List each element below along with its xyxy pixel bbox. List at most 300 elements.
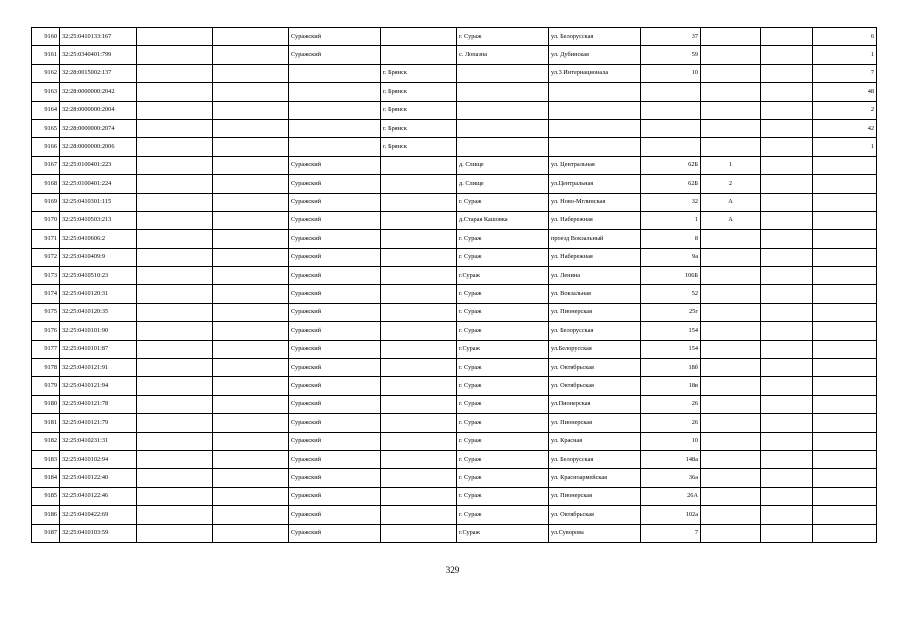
records-table	[31, 27, 877, 543]
table-row	[32, 28, 877, 46]
city-cell	[381, 285, 457, 303]
cadastral-number-cell: 32:25:0410422:69	[60, 506, 137, 524]
cadastral-number-cell: 32:25:0410231:31	[60, 432, 137, 450]
row-number-cell: 9170	[32, 211, 60, 229]
value-cell	[813, 414, 877, 432]
value-cell	[813, 432, 877, 450]
cadastral-number-cell: 32:25:0410510:23	[60, 267, 137, 285]
city-cell	[381, 322, 457, 340]
building-cell	[701, 469, 761, 487]
settlement-cell	[457, 101, 549, 119]
cadastral-number-cell: 32:25:0410122:40	[60, 469, 137, 487]
col3-cell	[137, 450, 213, 468]
district-cell: Суражский	[289, 230, 381, 248]
value-cell	[813, 230, 877, 248]
col4-cell	[213, 267, 289, 285]
table-row	[32, 285, 877, 303]
settlement-cell: д. Слище	[457, 175, 549, 193]
col4-cell	[213, 138, 289, 156]
building-cell	[701, 267, 761, 285]
city-cell	[381, 395, 457, 413]
row-number-cell: 9164	[32, 101, 60, 119]
cadastral-number-cell: 32:28:0000000:2004	[60, 101, 137, 119]
building-cell	[701, 285, 761, 303]
settlement-cell: д.Старая Кашовка	[457, 211, 549, 229]
city-cell: г. Брянск	[381, 64, 457, 82]
house-number-cell	[641, 119, 701, 137]
cadastral-number-cell: 32:25:0410102:94	[60, 450, 137, 468]
table-row	[32, 267, 877, 285]
city-cell	[381, 359, 457, 377]
house-number-cell: 154	[641, 340, 701, 358]
district-cell: Суражский	[289, 248, 381, 266]
house-number-cell: 26	[641, 414, 701, 432]
building-cell	[701, 506, 761, 524]
building-cell	[701, 414, 761, 432]
col4-cell	[213, 248, 289, 266]
city-cell	[381, 303, 457, 321]
col4-cell	[213, 414, 289, 432]
col4-cell	[213, 303, 289, 321]
row-number-cell: 9169	[32, 193, 60, 211]
settlement-cell: г.Сураж	[457, 267, 549, 285]
street-cell: ул.3 Интернационала	[549, 64, 641, 82]
value-cell	[813, 175, 877, 193]
building-cell	[701, 432, 761, 450]
col3-cell	[137, 285, 213, 303]
street-cell: ул. Красноармейская	[549, 469, 641, 487]
city-cell	[381, 506, 457, 524]
col3-cell	[137, 156, 213, 174]
street-cell: ул.Белорусская	[549, 340, 641, 358]
col3-cell	[137, 395, 213, 413]
city-cell	[381, 175, 457, 193]
district-cell: Суражский	[289, 211, 381, 229]
row-number-cell: 9184	[32, 469, 60, 487]
district-cell: Суражский	[289, 285, 381, 303]
col3-cell	[137, 119, 213, 137]
district-cell: Суражский	[289, 377, 381, 395]
value-cell	[813, 267, 877, 285]
house-number-cell: 10	[641, 432, 701, 450]
table-row	[32, 450, 877, 468]
col3-cell	[137, 267, 213, 285]
col11-cell	[761, 193, 813, 211]
table-row	[32, 340, 877, 358]
table-row	[32, 487, 877, 505]
page-number: 329	[445, 565, 460, 575]
city-cell	[381, 487, 457, 505]
col3-cell	[137, 469, 213, 487]
value-cell	[813, 524, 877, 542]
col3-cell	[137, 46, 213, 64]
district-cell: Суражский	[289, 359, 381, 377]
building-cell	[701, 28, 761, 46]
house-number-cell: 52	[641, 285, 701, 303]
col11-cell	[761, 46, 813, 64]
cadastral-number-cell: 32:25:0410121:91	[60, 359, 137, 377]
col11-cell	[761, 64, 813, 82]
row-number-cell: 9175	[32, 303, 60, 321]
city-cell	[381, 248, 457, 266]
col11-cell	[761, 432, 813, 450]
col4-cell	[213, 377, 289, 395]
col11-cell	[761, 28, 813, 46]
value-cell: 7	[813, 64, 877, 82]
col11-cell	[761, 524, 813, 542]
row-number-cell: 9177	[32, 340, 60, 358]
table-row	[32, 359, 877, 377]
cadastral-number-cell: 32:25:0410101:90	[60, 322, 137, 340]
settlement-cell	[457, 64, 549, 82]
col3-cell	[137, 193, 213, 211]
district-cell: Суражский	[289, 303, 381, 321]
col11-cell	[761, 506, 813, 524]
cadastral-number-cell: 32:25:0410121:94	[60, 377, 137, 395]
house-number-cell: 62Б	[641, 156, 701, 174]
building-cell: 1	[701, 156, 761, 174]
cadastral-number-cell: 32:25:0410120:35	[60, 303, 137, 321]
city-cell	[381, 230, 457, 248]
col4-cell	[213, 359, 289, 377]
settlement-cell: г. Сураж	[457, 285, 549, 303]
col3-cell	[137, 377, 213, 395]
table-row	[32, 193, 877, 211]
col11-cell	[761, 138, 813, 156]
cadastral-number-cell: 32:28:0000000:2042	[60, 83, 137, 101]
street-cell	[549, 101, 641, 119]
value-cell	[813, 248, 877, 266]
cadastral-number-cell: 32:25:0410101:87	[60, 340, 137, 358]
settlement-cell: г. Сураж	[457, 28, 549, 46]
col11-cell	[761, 450, 813, 468]
city-cell	[381, 156, 457, 174]
cadastral-number-cell: 32:28:0015002:137	[60, 64, 137, 82]
table-row	[32, 46, 877, 64]
settlement-cell: г. Сураж	[457, 322, 549, 340]
value-cell: 48	[813, 83, 877, 101]
col11-cell	[761, 377, 813, 395]
street-cell: ул. Белорусская	[549, 322, 641, 340]
street-cell: ул. Ленина	[549, 267, 641, 285]
table-row	[32, 83, 877, 101]
district-cell	[289, 64, 381, 82]
col3-cell	[137, 230, 213, 248]
house-number-cell	[641, 83, 701, 101]
col3-cell	[137, 211, 213, 229]
street-cell: ул. Пионерская	[549, 303, 641, 321]
col3-cell	[137, 175, 213, 193]
value-cell: 1	[813, 46, 877, 64]
building-cell	[701, 46, 761, 64]
col3-cell	[137, 506, 213, 524]
table-row	[32, 119, 877, 137]
street-cell: ул. Пионерская	[549, 414, 641, 432]
col4-cell	[213, 450, 289, 468]
col4-cell	[213, 101, 289, 119]
row-number-cell: 9186	[32, 506, 60, 524]
house-number-cell: 26	[641, 395, 701, 413]
table-row	[32, 395, 877, 413]
table-row	[32, 432, 877, 450]
settlement-cell: д. Слище	[457, 156, 549, 174]
row-number-cell: 9165	[32, 119, 60, 137]
district-cell: Суражский	[289, 28, 381, 46]
street-cell: ул. Набережная	[549, 248, 641, 266]
value-cell	[813, 322, 877, 340]
row-number-cell: 9161	[32, 46, 60, 64]
district-cell	[289, 119, 381, 137]
district-cell: Суражский	[289, 340, 381, 358]
cadastral-number-cell: 32:25:0410121:78	[60, 395, 137, 413]
col11-cell	[761, 395, 813, 413]
col4-cell	[213, 285, 289, 303]
city-cell	[381, 28, 457, 46]
district-cell: Суражский	[289, 156, 381, 174]
settlement-cell: г. Сураж	[457, 506, 549, 524]
city-cell	[381, 450, 457, 468]
cadastral-number-cell: 32:25:0410301:115	[60, 193, 137, 211]
settlement-cell: г. Сураж	[457, 469, 549, 487]
house-number-cell: 26А	[641, 487, 701, 505]
city-cell: г. Брянск	[381, 138, 457, 156]
cadastral-number-cell: 32:25:0410133:167	[60, 28, 137, 46]
col4-cell	[213, 28, 289, 46]
district-cell: Суражский	[289, 322, 381, 340]
value-cell: 2	[813, 101, 877, 119]
district-cell	[289, 101, 381, 119]
col3-cell	[137, 340, 213, 358]
city-cell	[381, 469, 457, 487]
col11-cell	[761, 359, 813, 377]
row-number-cell: 9172	[32, 248, 60, 266]
street-cell: ул. Набережная	[549, 211, 641, 229]
house-number-cell: 148а	[641, 450, 701, 468]
row-number-cell: 9168	[32, 175, 60, 193]
street-cell	[549, 138, 641, 156]
building-cell	[701, 377, 761, 395]
col4-cell	[213, 524, 289, 542]
building-cell	[701, 487, 761, 505]
district-cell: Суражский	[289, 395, 381, 413]
col11-cell	[761, 156, 813, 174]
district-cell: Суражский	[289, 524, 381, 542]
col11-cell	[761, 267, 813, 285]
value-cell	[813, 487, 877, 505]
col11-cell	[761, 303, 813, 321]
settlement-cell: г. Сураж	[457, 432, 549, 450]
col11-cell	[761, 285, 813, 303]
col3-cell	[137, 303, 213, 321]
district-cell: Суражский	[289, 469, 381, 487]
col4-cell	[213, 395, 289, 413]
building-cell	[701, 64, 761, 82]
street-cell: проезд Вокзальный	[549, 230, 641, 248]
row-number-cell: 9166	[32, 138, 60, 156]
street-cell: ул.Центральная	[549, 175, 641, 193]
house-number-cell: 59	[641, 46, 701, 64]
col4-cell	[213, 340, 289, 358]
street-cell: ул. Красная	[549, 432, 641, 450]
settlement-cell: г. Сураж	[457, 414, 549, 432]
house-number-cell: 32	[641, 193, 701, 211]
table-row	[32, 248, 877, 266]
house-number-cell: 1	[641, 211, 701, 229]
col11-cell	[761, 83, 813, 101]
value-cell	[813, 303, 877, 321]
district-cell: Суражский	[289, 193, 381, 211]
street-cell: ул. Пионерская	[549, 487, 641, 505]
table-row	[32, 230, 877, 248]
house-number-cell	[641, 101, 701, 119]
city-cell	[381, 377, 457, 395]
city-cell	[381, 211, 457, 229]
row-number-cell: 9180	[32, 395, 60, 413]
col4-cell	[213, 432, 289, 450]
col3-cell	[137, 28, 213, 46]
col3-cell	[137, 432, 213, 450]
col11-cell	[761, 211, 813, 229]
house-number-cell: 62Б	[641, 175, 701, 193]
cadastral-number-cell: 32:25:0410503:213	[60, 211, 137, 229]
house-number-cell: 154	[641, 322, 701, 340]
col11-cell	[761, 487, 813, 505]
settlement-cell: г. Сураж	[457, 303, 549, 321]
value-cell	[813, 395, 877, 413]
col3-cell	[137, 64, 213, 82]
cadastral-number-cell: 32:25:0100401:224	[60, 175, 137, 193]
col4-cell	[213, 469, 289, 487]
street-cell: ул. Октябрьская	[549, 359, 641, 377]
col11-cell	[761, 119, 813, 137]
col4-cell	[213, 64, 289, 82]
cadastral-number-cell: 32:25:0100401:223	[60, 156, 137, 174]
district-cell	[289, 83, 381, 101]
col11-cell	[761, 230, 813, 248]
col4-cell	[213, 506, 289, 524]
house-number-cell: 8	[641, 230, 701, 248]
value-cell	[813, 211, 877, 229]
value-cell: 42	[813, 119, 877, 137]
city-cell	[381, 414, 457, 432]
district-cell: Суражский	[289, 487, 381, 505]
street-cell: ул. Центральная	[549, 156, 641, 174]
value-cell	[813, 340, 877, 358]
street-cell: ул.Суворова	[549, 524, 641, 542]
table-row	[32, 506, 877, 524]
col4-cell	[213, 46, 289, 64]
col4-cell	[213, 487, 289, 505]
district-cell: Суражский	[289, 175, 381, 193]
street-cell	[549, 119, 641, 137]
value-cell	[813, 469, 877, 487]
col4-cell	[213, 230, 289, 248]
district-cell: Суражский	[289, 432, 381, 450]
col3-cell	[137, 414, 213, 432]
building-cell	[701, 83, 761, 101]
row-number-cell: 9176	[32, 322, 60, 340]
house-number-cell: 37	[641, 28, 701, 46]
street-cell: ул. Вокзальная	[549, 285, 641, 303]
settlement-cell: г. Сураж	[457, 193, 549, 211]
district-cell: Суражский	[289, 450, 381, 468]
col11-cell	[761, 414, 813, 432]
house-number-cell: 25г	[641, 303, 701, 321]
col11-cell	[761, 340, 813, 358]
city-cell	[381, 193, 457, 211]
col4-cell	[213, 119, 289, 137]
row-number-cell: 9182	[32, 432, 60, 450]
settlement-cell: г. Сураж	[457, 359, 549, 377]
building-cell	[701, 119, 761, 137]
city-cell	[381, 267, 457, 285]
row-number-cell: 9167	[32, 156, 60, 174]
settlement-cell: г. Сураж	[457, 450, 549, 468]
table-row	[32, 64, 877, 82]
col4-cell	[213, 175, 289, 193]
city-cell: г. Брянск	[381, 83, 457, 101]
row-number-cell: 9185	[32, 487, 60, 505]
value-cell	[813, 156, 877, 174]
cadastral-number-cell: 32:28:0000000:2074	[60, 119, 137, 137]
col4-cell	[213, 193, 289, 211]
row-number-cell: 9171	[32, 230, 60, 248]
city-cell: г. Брянск	[381, 101, 457, 119]
settlement-cell: г.Сураж	[457, 340, 549, 358]
cadastral-number-cell: 32:25:0410409:9	[60, 248, 137, 266]
value-cell	[813, 506, 877, 524]
cadastral-number-cell: 32:25:0410606:2	[60, 230, 137, 248]
street-cell: ул. Белорусская	[549, 450, 641, 468]
building-cell	[701, 322, 761, 340]
settlement-cell: с. Лопазна	[457, 46, 549, 64]
settlement-cell: г. Сураж	[457, 248, 549, 266]
row-number-cell: 9163	[32, 83, 60, 101]
settlement-cell	[457, 138, 549, 156]
table-row	[32, 322, 877, 340]
table-body	[32, 28, 877, 543]
col3-cell	[137, 101, 213, 119]
row-number-cell: 9162	[32, 64, 60, 82]
col3-cell	[137, 83, 213, 101]
table-row	[32, 101, 877, 119]
row-number-cell: 9179	[32, 377, 60, 395]
street-cell: ул.Пионерская	[549, 395, 641, 413]
building-cell	[701, 340, 761, 358]
settlement-cell	[457, 119, 549, 137]
building-cell: 2	[701, 175, 761, 193]
row-number-cell: 9174	[32, 285, 60, 303]
settlement-cell: г.Сураж	[457, 524, 549, 542]
district-cell: Суражский	[289, 46, 381, 64]
building-cell	[701, 524, 761, 542]
district-cell: Суражский	[289, 414, 381, 432]
building-cell	[701, 101, 761, 119]
district-cell: Суражский	[289, 267, 381, 285]
col4-cell	[213, 83, 289, 101]
street-cell: ул. Ново-Мглинская	[549, 193, 641, 211]
row-number-cell: 9178	[32, 359, 60, 377]
house-number-cell: 18в	[641, 377, 701, 395]
street-cell: ул. Белорусская	[549, 28, 641, 46]
row-number-cell: 9160	[32, 28, 60, 46]
col11-cell	[761, 175, 813, 193]
table-row	[32, 211, 877, 229]
col4-cell	[213, 156, 289, 174]
building-cell: А	[701, 193, 761, 211]
building-cell	[701, 230, 761, 248]
house-number-cell: 7	[641, 524, 701, 542]
